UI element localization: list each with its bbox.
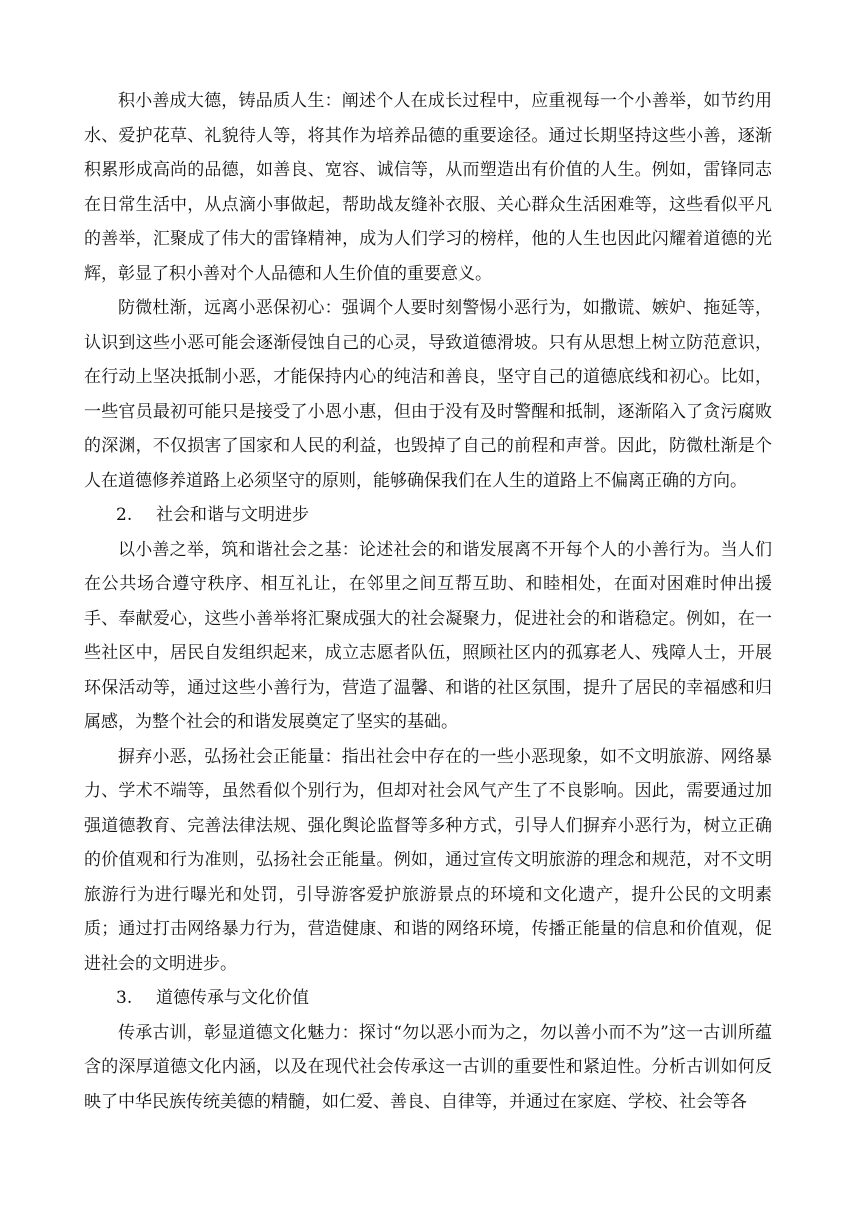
paragraph-positive-energy: 摒弃小恶，弘扬社会正能量：指出社会中存在的一些小恶现象，如不文明旅游、网络暴力、学术不端等，虽然看似个别行为，但却对社会风气产生了不良影响。因此，需要通过加强道德教育、完善法律法规、强化舆论监督等多种方式，引导人们摒弃小恶行为，树立正确的价值观和行为准则，弘扬社会正能量。例如，通过宣传文明旅游的理念和规范，对不文明旅游行为进行曝光和处罚，引导游客爱护旅游景点的环境和文化遗产，提升公民的文明素质；通过打击网络暴力行为，营造健康、和谐的网络环境，传播正能量的信息和价值观，促进社会的文明进步。: [84, 746, 772, 974]
paragraph-ancient-motto: 传承古训，彰显道德文化魅力：探讨“勿以恶小而为之，勿以善小而不为”这一古训所蕴含的深厚道德文化内涵，以及在现代社会传承这一古训的重要性和紧迫性。分析古训如何反映了中华民族传统美德的精髓，如仁爱、善良、自律等，并通过在家庭、学校、社会等各: [84, 1022, 772, 1112]
paragraph-small-good-builds-character: 积小善成大德，铸品质人生：阐述个人在成长过程中，应重视每一个小善举，如节约用水、爱护花草、礼貌待人等，将其作为培养品德的重要途径。通过长期坚持这些小善，逐渐积累形成高尚的品德，如善良、宽容、诚信等，从而塑造出有价值的人生。例如，雷锋同志在日常生活中，从点滴小事做起，帮助战友缝补衣服、关心群众生活困难等，这些看似平凡的善举，汇聚成了伟大的雷锋精神，成为人们学习的榜样，他的人生也因此闪耀着道德的光辉，彰显了积小善对个人品德和人生价值的重要意义。: [84, 91, 772, 284]
document-body: [84, 84, 772, 1119]
section-number: 3.: [116, 988, 133, 1008]
section-number: 2.: [116, 505, 133, 525]
paragraph-guard-against-small-evil: 防微杜渐，远离小恶保初心：强调个人要时刻警惕小恶行为，如撒谎、嫉妒、拖延等，认识到这些小恶可能会逐渐侵蚀自己的心灵，导致道德滑坡。只有从思想上树立防范意识，在行动上坚决抵制小恶，才能保持内心的纯洁和善良，坚守自己的道德底线和初心。比如，一些官员最初可能只是接受了小恩小惠，但由于没有及时警醒和抵制，逐渐陷入了贪污腐败的深渊，不仅损害了国家和人民的利益，也毁掉了自己的前程和声誉。因此，防微杜渐是个人在道德修养道路上必须坚守的原则，能够确保我们在人生的道路上不偏离正确的方向。: [84, 298, 772, 491]
section-title: 道德传承与文化价值: [156, 988, 309, 1008]
section-heading-moral-heritage: [84, 981, 772, 1016]
section-title: 社会和谐与文明进步: [156, 505, 309, 525]
section-heading-social-harmony: [84, 498, 772, 533]
paragraph-harmonious-society: 以小善之举，筑和谐社会之基：论述社会的和谐发展离不开每个人的小善行为。当人们在公共场合遵守秩序、相互礼让，在邻里之间互帮互助、和睦相处，在面对困难时伸出援手、奉献爱心，这些小善举将汇聚成强大的社会凝聚力，促进社会的和谐稳定。例如，在一些社区中，居民自发组织起来，成立志愿者队伍，照顾社区内的孤寡老人、残障人士，开展环保活动等，通过这些小善行为，营造了温馨、和谐的社区氛围，提升了居民的幸福感和归属感，为整个社会的和谐发展奠定了坚实的基础。: [84, 539, 772, 732]
